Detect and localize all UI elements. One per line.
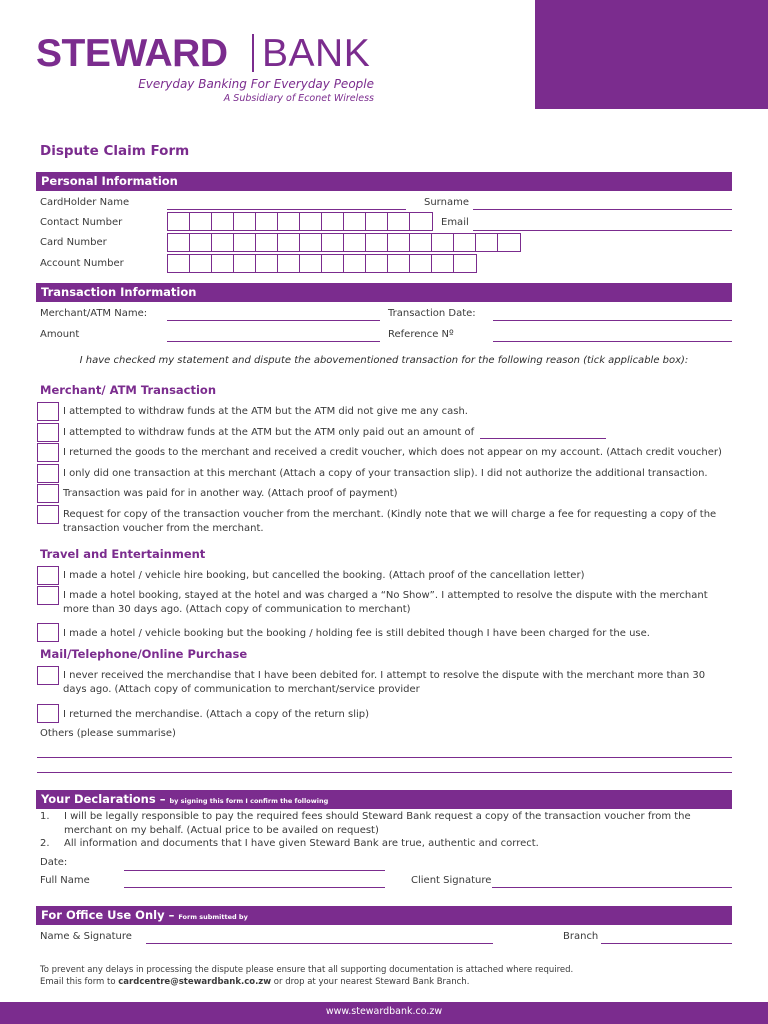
section-title: Personal Information	[41, 174, 178, 188]
merchant-option-2-text: I attempted to withdraw funds at the ATM but the ATM only paid out an amount of	[63, 427, 475, 438]
declaration-text: I will be legally responsible to pay the required fees should Steward Bank request a copy of the transaction voucher from the merchant on my behalf. (Actual price to be availed on request)	[64, 811, 691, 836]
cardholder-name-label: CardHolder Name	[40, 197, 130, 208]
section-personal-information	[36, 172, 732, 191]
amount-field[interactable]	[167, 341, 380, 342]
transaction-date-label: Transaction Date:	[388, 308, 476, 319]
declaration-item-2	[40, 837, 730, 851]
section-transaction-information	[36, 283, 732, 302]
merchant-option-4-text: I only did one transaction at this merchant (Attach a copy of your transaction slip). I did not authorize the additional transaction.	[63, 468, 708, 479]
section-declarations	[36, 790, 732, 809]
merchant-option-6-text: Request for copy of the transaction voucher from the merchant. (Kindly note that we will charge a fee for requesting a copy of the transaction voucher from the merchant.	[63, 509, 717, 534]
others-field-line-2[interactable]	[37, 772, 732, 773]
merchant-option-5-checkbox[interactable]	[37, 484, 59, 503]
travel-option-1-checkbox[interactable]	[37, 566, 59, 585]
footer-website-link[interactable]: www.stewardbank.co.zw	[325, 1006, 443, 1017]
brand-tagline: Everyday Banking For Everyday People	[138, 77, 374, 91]
section-title: Transaction Information	[41, 285, 197, 299]
full-name-field[interactable]	[124, 887, 385, 888]
others-field-line-1[interactable]	[37, 757, 732, 758]
section-title: Your Declarations –	[41, 792, 166, 806]
travel-option-3-checkbox[interactable]	[37, 623, 59, 642]
section-office-use	[36, 906, 732, 925]
footer-note-email	[40, 977, 469, 987]
name-signature-field[interactable]	[146, 943, 493, 944]
date-field[interactable]	[124, 870, 385, 871]
footer-note-documents: To prevent any delays in processing the dispute please ensure that all supporting documentation is attached where required.	[40, 965, 574, 975]
card-number-label: Card Number	[40, 237, 107, 248]
footer-note-prefix: Email this form to	[40, 977, 119, 987]
transaction-date-field[interactable]	[493, 320, 732, 321]
merchant-option-3-checkbox[interactable]	[37, 443, 59, 462]
email-label: Email	[441, 217, 469, 228]
merchant-option-5-text: Transaction was paid for in another way. (Attach proof of payment)	[63, 488, 398, 499]
date-label: Date:	[40, 857, 68, 868]
footer-note-suffix: or drop at your nearest Steward Bank Branch.	[271, 977, 470, 987]
mail-option-1-checkbox[interactable]	[37, 666, 59, 685]
declaration-text: All information and documents that I have given Steward Bank are true, authentic and correct.	[64, 838, 539, 849]
merchant-atm-heading: Merchant/ ATM Transaction	[40, 383, 217, 397]
contact-number-label: Contact Number	[40, 217, 123, 228]
surname-label: Surname	[424, 197, 469, 208]
merchant-atm-name-field[interactable]	[167, 320, 380, 321]
declaration-item-1	[40, 810, 730, 838]
reference-no-label: Reference Nº	[388, 329, 454, 340]
mail-option-1-text: I never received the merchandise that I have been debited for. I attempt to resolve the dispute with the merchant more than 30 days ago. (Attach copy of communication to merchant/service provider	[63, 670, 706, 695]
logo-divider	[252, 34, 254, 72]
travel-option-2-text: I made a hotel booking, stayed at the hotel and was charged a “No Show”. I attempted to resolve the dispute with the merchant more than 30 days ago. (Attach copy of communication to merchant)	[63, 590, 708, 615]
dispute-intro-text: I have checked my statement and dispute the abovementioned transaction for the following reason (tick applicable box):	[79, 355, 689, 366]
full-name-label: Full Name	[40, 875, 90, 886]
amount-label: Amount	[40, 329, 80, 340]
logo-steward-text: STEWARD	[36, 32, 228, 75]
others-label: Others (please summarise)	[40, 728, 176, 739]
client-signature-field[interactable]	[492, 887, 732, 888]
cardholder-name-field[interactable]	[167, 209, 406, 210]
section-note: by signing this form I confirm the following	[169, 797, 329, 805]
section-title: For Office Use Only –	[41, 908, 175, 922]
mail-option-2-checkbox[interactable]	[37, 704, 59, 723]
merchant-option-1-text: I attempted to withdraw funds at the ATM but the ATM did not give me any cash.	[63, 406, 468, 417]
atm-partial-amount-field[interactable]	[480, 438, 606, 439]
name-signature-label: Name & Signature	[40, 931, 132, 942]
travel-option-2-checkbox[interactable]	[37, 586, 59, 605]
logo-bank-text: BANK	[262, 32, 371, 75]
mail-heading: Mail/Telephone/Online Purchase	[40, 647, 248, 661]
header-color-block	[535, 0, 768, 109]
merchant-option-6-checkbox[interactable]	[37, 505, 59, 524]
client-signature-label: Client Signature	[411, 875, 492, 886]
merchant-option-3-text: I returned the goods to the merchant and received a credit voucher, which does not appear on my account. (Attach credit voucher)	[63, 447, 722, 458]
branch-field[interactable]	[601, 943, 732, 944]
reference-no-field[interactable]	[493, 341, 732, 342]
email-field[interactable]	[473, 230, 732, 231]
form-title: Dispute Claim Form	[40, 143, 190, 159]
travel-option-1-text: I made a hotel / vehicle hire booking, but cancelled the booking. (Attach proof of the cancellation letter)	[63, 570, 585, 581]
branch-label: Branch	[563, 931, 599, 942]
merchant-option-1-checkbox[interactable]	[37, 402, 59, 421]
travel-option-3-text: I made a hotel / vehicle booking but the booking / holding fee is still debited though I have been charged for the use.	[63, 628, 650, 639]
declaration-number: 1.	[40, 811, 50, 822]
merchant-option-4-checkbox[interactable]	[37, 464, 59, 483]
declaration-number: 2.	[40, 838, 50, 849]
travel-heading: Travel and Entertainment	[40, 547, 206, 561]
merchant-option-2-checkbox[interactable]	[37, 423, 59, 442]
merchant-atm-name-label: Merchant/ATM Name:	[40, 308, 148, 319]
surname-field[interactable]	[473, 209, 732, 210]
brand-subsidiary: A Subsidiary of Econet Wireless	[223, 93, 374, 104]
account-number-label: Account Number	[40, 258, 124, 269]
account-number-boxes[interactable]	[167, 254, 477, 273]
footer-email-link[interactable]: cardcentre@stewardbank.co.zw	[118, 977, 272, 987]
section-note: Form submitted by	[178, 913, 248, 921]
contact-number-boxes[interactable]	[167, 212, 433, 231]
card-number-boxes[interactable]	[167, 233, 521, 252]
mail-option-2-text: I returned the merchandise. (Attach a copy of the return slip)	[63, 709, 370, 720]
